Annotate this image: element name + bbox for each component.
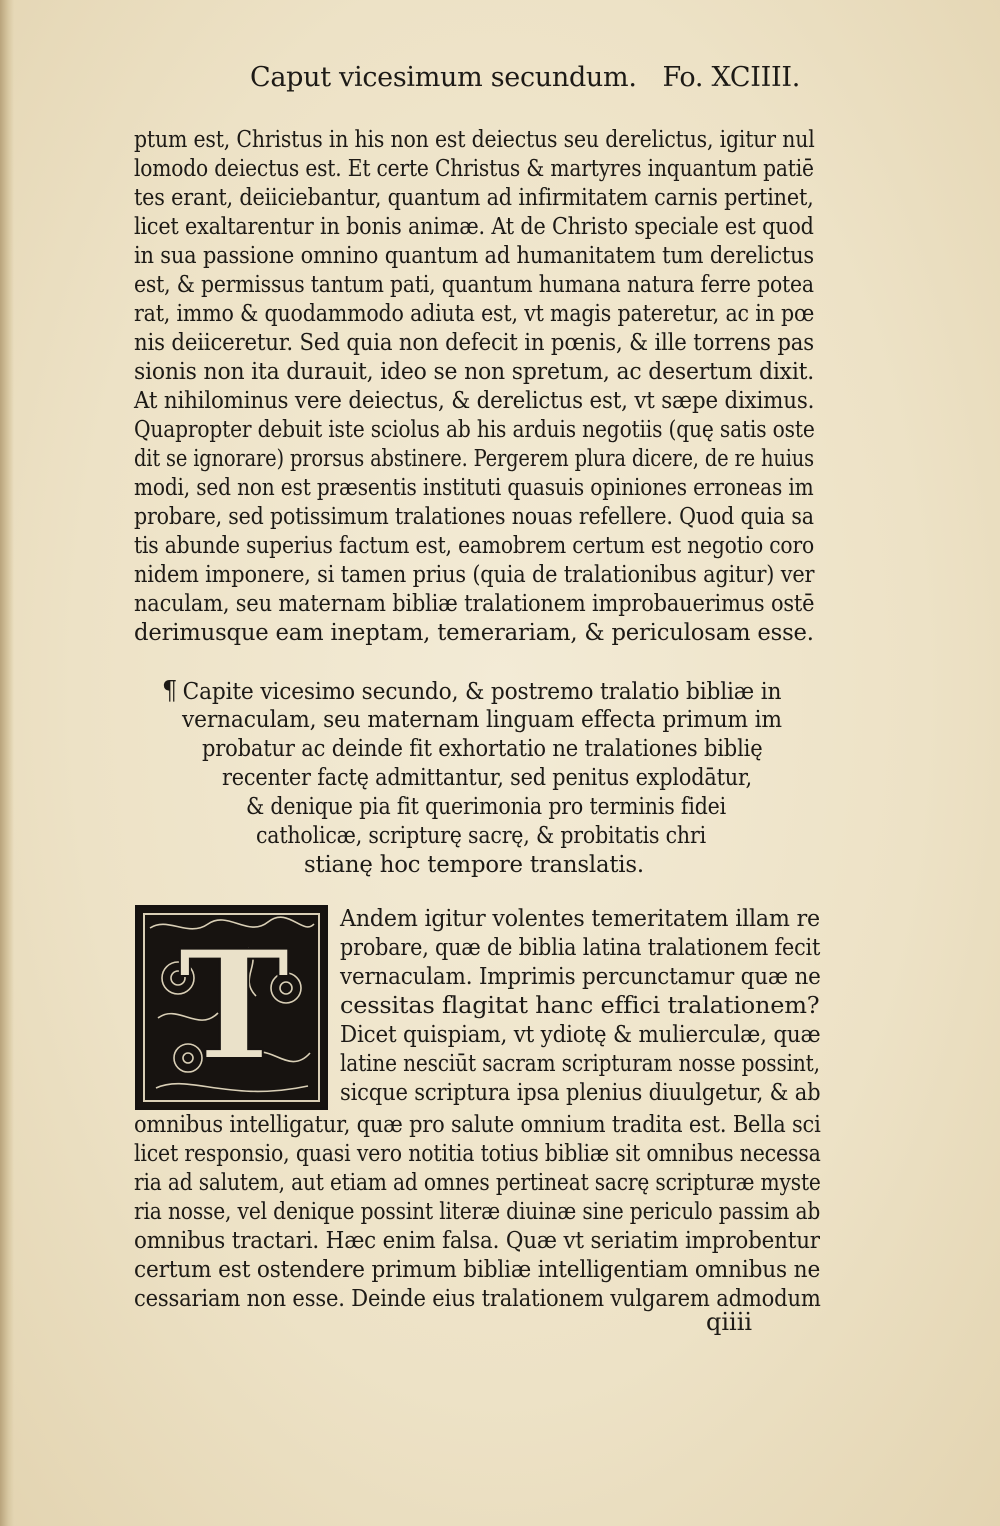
text-line: lomodo deiectus est. Et certe Christus & martyres inquantum patiē (134, 154, 814, 182)
text-line: ria ad salutem, aut etiam ad omnes pertineat sacrę scripturæ myste (134, 1168, 821, 1196)
summary-line: vernaculam, seu maternam linguam effecta primum im (182, 705, 782, 733)
text-line: cessariam non esse. Deinde eius tralationem vulgarem admodum (134, 1284, 821, 1312)
text-line: dit se ignorare) prorsus abstinere. Pergerem plura dicere, de re huius (134, 444, 814, 472)
text-line: in sua passione omnino quantum ad humanitatem tum derelictus (134, 241, 815, 269)
summary-line (162, 676, 781, 706)
text-line: Quapropter debuit iste sciolus ab his arduis negotiis (quę satis oste (134, 415, 815, 443)
text-line: sionis non ita durauit, ideo se non spretum, ac desertum dixit. (134, 357, 815, 385)
text-line: modi, sed non est præsentis instituti quasuis opiniones erroneas im (134, 473, 814, 501)
page-header (250, 62, 800, 102)
text-line: probare, sed potissimum tralationes nouas refellere. Quod quia sa (134, 502, 814, 530)
summary-line: & denique pia fit querimonia pro terminis fidei (246, 792, 727, 820)
summary-line: probatur ac deinde fit exhortatio ne tralationes biblię (202, 734, 763, 762)
text-line: ptum est, Christus in his non est deiectus seu derelictus, igitur nul (134, 125, 815, 153)
text-line: probare, quæ de biblia latina tralationem fecit (340, 933, 821, 961)
text-line: derimusque eam ineptam, temerariam, & periculosam esse. (134, 618, 814, 646)
summary-line: stianę hoc tempore translatis. (304, 850, 644, 878)
text-line: certum est ostendere primum bibliæ intelligentiam omnibus ne (134, 1255, 821, 1283)
summary-line: catholicæ, scripturę sacrę, & probitatis chri (256, 821, 706, 849)
text-line: omnibus intelligatur, quæ pro salute omnium tradita est. Bella sci (134, 1110, 821, 1138)
summary-text: Capite vicesimo secundo, & postremo tralatio bibliæ in (182, 677, 782, 705)
folio-number: Fo. XCIIII. (662, 62, 800, 93)
page-edge-shadow (0, 0, 14, 1526)
text-line: licet exaltarentur in bonis animæ. At de Christo speciale est quod (134, 212, 814, 240)
text-line: latine nesciūt sacram scripturam nosse possint, (340, 1049, 820, 1077)
ornament-icon (138, 908, 325, 1107)
text-line: Dicet quispiam, vt ydiotę & mulierculæ, quæ (340, 1020, 821, 1048)
text-line: tes erant, deiiciebantur, quantum ad infirmitatem carnis pertinet, (134, 183, 814, 211)
signature-mark: qiiii (706, 1308, 753, 1336)
text-line: At nihilominus vere deiectus, & derelictus est, vt sæpe diximus. (134, 386, 815, 414)
text-line: cessitas flagitat hanc effici tralationem? (340, 991, 820, 1019)
text-line: nidem imponere, si tamen prius (quia de tralationibus agitur) ver (134, 560, 815, 588)
summary-line: recenter factę admittantur, sed penitus explodātur, (222, 763, 752, 791)
initial-letter-glyph: T (178, 918, 290, 1094)
text-line: Andem igitur volentes temeritatem illam re (340, 904, 820, 932)
text-line: licet responsio, quasi vero notitia totius bibliæ sit omnibus necessa (134, 1139, 821, 1167)
decorated-initial-letter (135, 905, 328, 1110)
text-line: est, & permissus tantum pati, quantum humana natura ferre potea (134, 270, 814, 298)
text-line: omnibus tractari. Hæc enim falsa. Quæ vt seriatim improbentur (134, 1226, 820, 1254)
text-line: sicque scriptura ipsa plenius diuulgetur, & ab (340, 1078, 821, 1106)
text-line: nis deiiceretur. Sed quia non defecit in pœnis, & ille torrens pas (134, 328, 814, 356)
text-line: vernaculam. Imprimis percunctamur quæ ne (340, 962, 821, 990)
text-line: ria nosse, vel denique possint literæ diuinæ sine periculo passim ab (134, 1197, 821, 1225)
pilcrow-icon: ¶ (162, 676, 178, 706)
text-line: tis abunde superius factum est, eamobrem certum est negotio coro (134, 531, 814, 559)
running-title: Caput vicesimum secundum. (250, 62, 637, 93)
text-line: rat, immo & quodammodo adiuta est, vt magis pateretur, ac in pœ (134, 299, 815, 327)
text-line: naculam, seu maternam bibliæ tralationem improbauerimus ostē (134, 589, 815, 617)
